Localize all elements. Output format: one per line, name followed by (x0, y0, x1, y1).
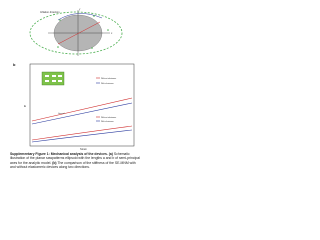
y-axis-label: E (24, 104, 27, 108)
ellipse-label-1: Inflation direction (40, 11, 60, 14)
legend-item-4: With elastomer (101, 121, 114, 123)
legend-item-3: Without elastomer (101, 117, 117, 119)
caption-a-text: Schematic illustration of the planar sawpatterns ellipsoid with the lengths a and b of semi-principal axes for the analytic model. (10, 152, 140, 165)
x-axis-label: Strain (80, 148, 87, 151)
caption-b-tag: (b) (52, 160, 57, 165)
legend-item-2: With elastomer (101, 83, 114, 85)
ground-annotation: Ground (58, 113, 65, 115)
panel-a (30, 8, 122, 56)
caption-a-tag: (a) (108, 152, 113, 156)
ellipse-label-y: y (79, 8, 81, 11)
inset-pattern (42, 72, 64, 85)
panel-b-label: b (13, 62, 16, 67)
legend-item-1: Without elastomer (101, 78, 117, 80)
figure-caption (10, 152, 142, 169)
ellipse-label-x: x (111, 32, 113, 35)
caption-title: Supplementary Figure 1: Mechanical analysis of the devices. (10, 152, 108, 156)
panel-b (24, 64, 134, 151)
caption-b-text: The comparison of the stiffness of the SE-MNM with and without elastomeric devices along two directions. (10, 160, 136, 169)
